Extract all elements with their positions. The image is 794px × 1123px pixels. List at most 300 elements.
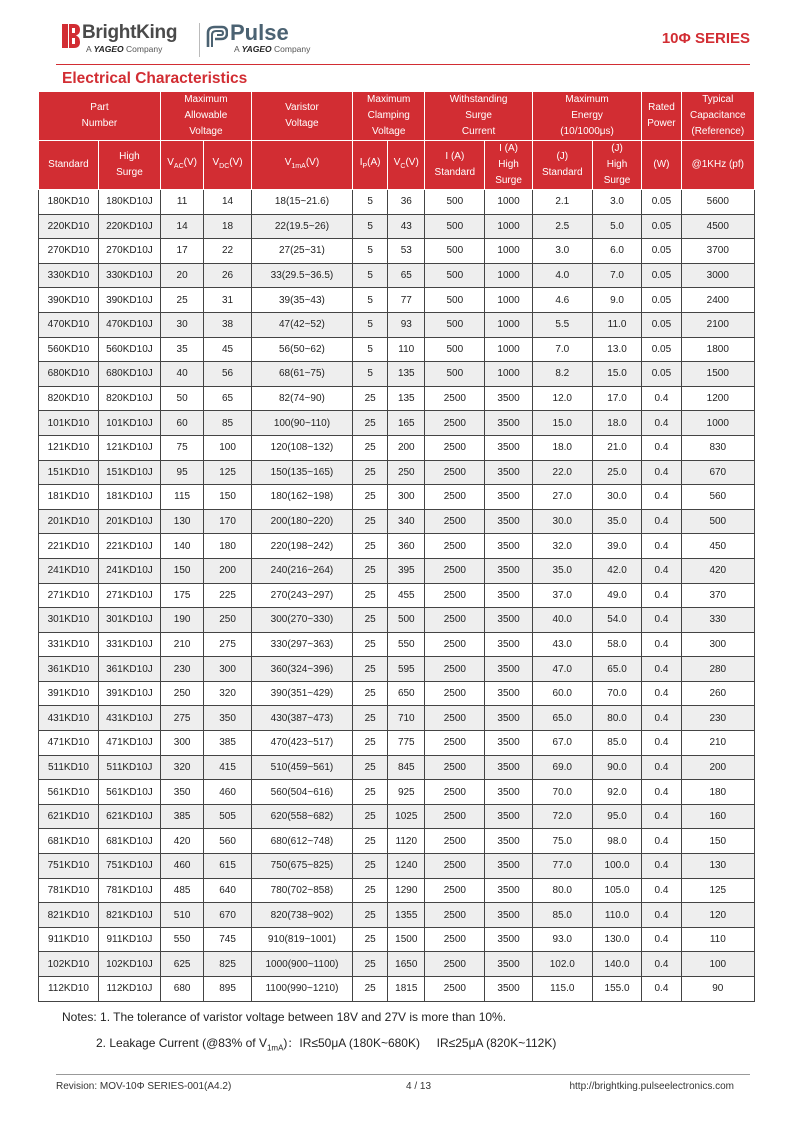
cell-vdc: 38 <box>204 312 252 337</box>
cell-current-standard: 2500 <box>425 977 485 1002</box>
cell-current-high-surge: 3500 <box>485 485 533 510</box>
cell-rated-power: 0.4 <box>642 952 681 977</box>
table-row <box>39 214 755 239</box>
cell-energy-standard: 75.0 <box>532 829 592 854</box>
cell-vac: 550 <box>160 927 203 952</box>
cell-ip: 25 <box>353 804 388 829</box>
cell-vac: 680 <box>160 977 203 1002</box>
cell-standard: 561KD10 <box>39 780 99 805</box>
table-row <box>39 534 755 559</box>
cell-energy-standard: 35.0 <box>532 558 592 583</box>
cell-energy-high-surge: 17.0 <box>592 386 642 411</box>
header-part-number: Part Number <box>39 92 161 141</box>
cell-current-standard: 2500 <box>425 780 485 805</box>
cell-energy-standard: 4.0 <box>532 263 592 288</box>
cell-vc: 165 <box>388 411 425 436</box>
cell-vc: 43 <box>388 214 425 239</box>
cell-current-standard: 2500 <box>425 952 485 977</box>
cell-energy-standard: 70.0 <box>532 780 592 805</box>
cell-current-standard: 2500 <box>425 485 485 510</box>
cell-current-standard: 2500 <box>425 534 485 559</box>
cell-vac: 250 <box>160 681 203 706</box>
cell-standard: 221KD10 <box>39 534 99 559</box>
cell-vc: 925 <box>388 780 425 805</box>
cell-energy-high-surge: 110.0 <box>592 903 642 928</box>
cell-v1ma: 780(702~858) <box>251 878 352 903</box>
cell-energy-standard: 27.0 <box>532 485 592 510</box>
cell-vac: 175 <box>160 583 203 608</box>
subheader-standard: Standard <box>39 141 99 190</box>
cell-energy-high-surge: 3.0 <box>592 190 642 215</box>
cell-rated-power: 0.4 <box>642 681 681 706</box>
cell-energy-high-surge: 92.0 <box>592 780 642 805</box>
cell-vdc: 505 <box>204 804 252 829</box>
cell-high-surge: 681KD10J <box>98 829 160 854</box>
cell-energy-high-surge: 98.0 <box>592 829 642 854</box>
cell-high-surge: 151KD10J <box>98 460 160 485</box>
cell-energy-high-surge: 80.0 <box>592 706 642 731</box>
cell-ip: 5 <box>353 239 388 264</box>
table-row <box>39 583 755 608</box>
cell-high-surge: 751KD10J <box>98 854 160 879</box>
table-row <box>39 312 755 337</box>
cell-v1ma: 820(738~902) <box>251 903 352 928</box>
cell-energy-standard: 30.0 <box>532 509 592 534</box>
cell-vac: 485 <box>160 878 203 903</box>
cell-current-high-surge: 1000 <box>485 190 533 215</box>
cell-energy-standard: 67.0 <box>532 731 592 756</box>
cell-rated-power: 0.4 <box>642 731 681 756</box>
cell-vdc: 65 <box>204 386 252 411</box>
cell-current-high-surge: 3500 <box>485 681 533 706</box>
cell-vdc: 56 <box>204 362 252 387</box>
subheader-energy-high-surge: (J) High Surge <box>592 141 642 190</box>
cell-current-standard: 2500 <box>425 755 485 780</box>
cell-current-high-surge: 3500 <box>485 386 533 411</box>
cell-vdc: 385 <box>204 731 252 756</box>
header-max-energy: Maximum Energy (10/1000μs) <box>532 92 642 141</box>
cell-vac: 385 <box>160 804 203 829</box>
cell-capacitance: 110 <box>681 927 754 952</box>
brightking-logo <box>62 22 192 58</box>
cell-energy-high-surge: 95.0 <box>592 804 642 829</box>
cell-high-surge: 680KD10J <box>98 362 160 387</box>
cell-energy-standard: 37.0 <box>532 583 592 608</box>
cell-ip: 25 <box>353 755 388 780</box>
cell-v1ma: 620(558~682) <box>251 804 352 829</box>
subheader-high-surge: High Surge <box>98 141 160 190</box>
cell-capacitance: 200 <box>681 755 754 780</box>
cell-energy-high-surge: 70.0 <box>592 681 642 706</box>
cell-energy-high-surge: 5.0 <box>592 214 642 239</box>
cell-vc: 1290 <box>388 878 425 903</box>
cell-capacitance: 3000 <box>681 263 754 288</box>
table-row <box>39 337 755 362</box>
cell-vdc: 560 <box>204 829 252 854</box>
cell-current-high-surge: 3500 <box>485 558 533 583</box>
cell-high-surge: 781KD10J <box>98 878 160 903</box>
cell-standard: 511KD10 <box>39 755 99 780</box>
table-row <box>39 460 755 485</box>
table-row <box>39 239 755 264</box>
cell-energy-high-surge: 58.0 <box>592 632 642 657</box>
cell-energy-standard: 65.0 <box>532 706 592 731</box>
cell-vac: 14 <box>160 214 203 239</box>
cell-capacitance: 2400 <box>681 288 754 313</box>
cell-energy-high-surge: 105.0 <box>592 878 642 903</box>
cell-vc: 650 <box>388 681 425 706</box>
cell-capacitance: 125 <box>681 878 754 903</box>
cell-ip: 25 <box>353 386 388 411</box>
cell-current-high-surge: 3500 <box>485 903 533 928</box>
cell-standard: 681KD10 <box>39 829 99 854</box>
cell-current-high-surge: 3500 <box>485 460 533 485</box>
cell-current-standard: 2500 <box>425 681 485 706</box>
cell-current-high-surge: 1000 <box>485 337 533 362</box>
cell-vac: 190 <box>160 608 203 633</box>
cell-standard: 180KD10 <box>39 190 99 215</box>
table-row <box>39 829 755 854</box>
cell-rated-power: 0.05 <box>642 239 681 264</box>
table-row <box>39 435 755 460</box>
cell-energy-high-surge: 42.0 <box>592 558 642 583</box>
table-row <box>39 485 755 510</box>
cell-current-standard: 2500 <box>425 460 485 485</box>
cell-high-surge: 271KD10J <box>98 583 160 608</box>
cell-vc: 77 <box>388 288 425 313</box>
cell-standard: 331KD10 <box>39 632 99 657</box>
cell-energy-standard: 18.0 <box>532 435 592 460</box>
cell-energy-standard: 77.0 <box>532 854 592 879</box>
header-withstanding-surge-current: Withstanding Surge Current <box>425 92 532 141</box>
cell-standard: 751KD10 <box>39 854 99 879</box>
cell-vac: 350 <box>160 780 203 805</box>
table-row <box>39 755 755 780</box>
cell-current-standard: 2500 <box>425 435 485 460</box>
cell-standard: 781KD10 <box>39 878 99 903</box>
cell-rated-power: 0.4 <box>642 657 681 682</box>
cell-vdc: 615 <box>204 854 252 879</box>
cell-energy-high-surge: 15.0 <box>592 362 642 387</box>
cell-high-surge: 180KD10J <box>98 190 160 215</box>
cell-vc: 135 <box>388 386 425 411</box>
cell-vc: 775 <box>388 731 425 756</box>
cell-energy-standard: 3.0 <box>532 239 592 264</box>
cell-high-surge: 102KD10J <box>98 952 160 977</box>
cell-ip: 25 <box>353 411 388 436</box>
cell-ip: 5 <box>353 337 388 362</box>
cell-energy-high-surge: 6.0 <box>592 239 642 264</box>
subheader-vc: $V_C(V)$ <box>388 141 425 190</box>
cell-current-standard: 2500 <box>425 731 485 756</box>
cell-capacitance: 1800 <box>681 337 754 362</box>
table-row <box>39 952 755 977</box>
cell-standard: 102KD10 <box>39 952 99 977</box>
cell-vdc: 100 <box>204 435 252 460</box>
brightking-wordmark: BrightKing <box>82 22 178 43</box>
cell-v1ma: 510(459~561) <box>251 755 352 780</box>
cell-capacitance: 280 <box>681 657 754 682</box>
cell-v1ma: 240(216~264) <box>251 558 352 583</box>
cell-energy-high-surge: 85.0 <box>592 731 642 756</box>
footer-url: http://brightking.pulseelectronics.com <box>569 1081 734 1092</box>
brightking-mark-icon <box>62 24 80 48</box>
cell-ip: 25 <box>353 952 388 977</box>
cell-current-high-surge: 1000 <box>485 362 533 387</box>
cell-rated-power: 0.05 <box>642 362 681 387</box>
cell-current-standard: 500 <box>425 337 485 362</box>
cell-high-surge: 470KD10J <box>98 312 160 337</box>
subheader-power-unit: (W) <box>642 141 681 190</box>
cell-energy-standard: 15.0 <box>532 411 592 436</box>
cell-rated-power: 0.4 <box>642 509 681 534</box>
cell-current-high-surge: 3500 <box>485 829 533 854</box>
cell-v1ma: 18(15~21.6) <box>251 190 352 215</box>
cell-high-surge: 821KD10J <box>98 903 160 928</box>
cell-capacitance: 210 <box>681 731 754 756</box>
cell-standard: 220KD10 <box>39 214 99 239</box>
cell-energy-standard: 2.5 <box>532 214 592 239</box>
cell-high-surge: 101KD10J <box>98 411 160 436</box>
cell-vac: 17 <box>160 239 203 264</box>
cell-vdc: 14 <box>204 190 252 215</box>
table-row <box>39 263 755 288</box>
cell-capacitance: 100 <box>681 952 754 977</box>
cell-vdc: 415 <box>204 755 252 780</box>
cell-v1ma: 330(297~363) <box>251 632 352 657</box>
cell-current-standard: 2500 <box>425 411 485 436</box>
cell-standard: 621KD10 <box>39 804 99 829</box>
cell-ip: 5 <box>353 362 388 387</box>
cell-standard: 121KD10 <box>39 435 99 460</box>
cell-vac: 20 <box>160 263 203 288</box>
cell-energy-high-surge: 13.0 <box>592 337 642 362</box>
cell-ip: 25 <box>353 780 388 805</box>
cell-energy-standard: 47.0 <box>532 657 592 682</box>
cell-current-high-surge: 3500 <box>485 854 533 879</box>
cell-high-surge: 561KD10J <box>98 780 160 805</box>
cell-rated-power: 0.4 <box>642 485 681 510</box>
cell-v1ma: 100(90~110) <box>251 411 352 436</box>
cell-capacitance: 300 <box>681 632 754 657</box>
cell-current-standard: 500 <box>425 214 485 239</box>
cell-high-surge: 820KD10J <box>98 386 160 411</box>
cell-vc: 340 <box>388 509 425 534</box>
cell-rated-power: 0.4 <box>642 780 681 805</box>
table-row <box>39 681 755 706</box>
cell-ip: 25 <box>353 977 388 1002</box>
cell-current-high-surge: 3500 <box>485 952 533 977</box>
cell-high-surge: 181KD10J <box>98 485 160 510</box>
cell-rated-power: 0.4 <box>642 903 681 928</box>
cell-v1ma: 430(387~473) <box>251 706 352 731</box>
cell-rated-power: 0.05 <box>642 337 681 362</box>
cell-capacitance: 2100 <box>681 312 754 337</box>
cell-current-high-surge: 3500 <box>485 608 533 633</box>
cell-vdc: 18 <box>204 214 252 239</box>
cell-standard: 821KD10 <box>39 903 99 928</box>
cell-rated-power: 0.4 <box>642 878 681 903</box>
cell-standard: 390KD10 <box>39 288 99 313</box>
header-max-clamping-voltage: Maximum Clamping Voltage <box>353 92 425 141</box>
cell-current-standard: 500 <box>425 263 485 288</box>
cell-vc: 395 <box>388 558 425 583</box>
cell-high-surge: 121KD10J <box>98 435 160 460</box>
cell-vdc: 85 <box>204 411 252 436</box>
cell-standard: 470KD10 <box>39 312 99 337</box>
cell-rated-power: 0.05 <box>642 190 681 215</box>
cell-vc: 135 <box>388 362 425 387</box>
cell-vdc: 670 <box>204 903 252 928</box>
cell-energy-high-surge: 7.0 <box>592 263 642 288</box>
cell-energy-high-surge: 21.0 <box>592 435 642 460</box>
cell-energy-standard: 2.1 <box>532 190 592 215</box>
cell-vac: 11 <box>160 190 203 215</box>
cell-vc: 360 <box>388 534 425 559</box>
cell-rated-power: 0.05 <box>642 312 681 337</box>
cell-ip: 25 <box>353 731 388 756</box>
electrical-characteristics-table <box>38 91 755 1002</box>
cell-high-surge: 112KD10J <box>98 977 160 1002</box>
table-row <box>39 386 755 411</box>
cell-vc: 1240 <box>388 854 425 879</box>
cell-ip: 25 <box>353 534 388 559</box>
cell-rated-power: 0.4 <box>642 804 681 829</box>
cell-rated-power: 0.4 <box>642 608 681 633</box>
header-varistor-voltage: Varistor Voltage <box>251 92 352 141</box>
cell-vc: 1120 <box>388 829 425 854</box>
cell-standard: 241KD10 <box>39 558 99 583</box>
cell-high-surge: 241KD10J <box>98 558 160 583</box>
page-number: 4 / 13 <box>406 1081 432 1092</box>
section-title: Electrical Characteristics <box>62 70 248 87</box>
header-max-allowable-voltage: Maximum Allowable Voltage <box>160 92 251 141</box>
cell-vac: 420 <box>160 829 203 854</box>
cell-rated-power: 0.4 <box>642 755 681 780</box>
cell-vdc: 300 <box>204 657 252 682</box>
cell-energy-high-surge: 35.0 <box>592 509 642 534</box>
cell-current-high-surge: 3500 <box>485 509 533 534</box>
cell-energy-high-surge: 54.0 <box>592 608 642 633</box>
cell-current-standard: 2500 <box>425 657 485 682</box>
cell-capacitance: 670 <box>681 460 754 485</box>
cell-energy-high-surge: 25.0 <box>592 460 642 485</box>
brightking-tagline: A YAGEO Company <box>86 44 163 54</box>
table-row <box>39 977 755 1002</box>
cell-current-standard: 2500 <box>425 804 485 829</box>
cell-v1ma: 360(324~396) <box>251 657 352 682</box>
cell-v1ma: 470(423~517) <box>251 731 352 756</box>
cell-high-surge: 270KD10J <box>98 239 160 264</box>
cell-v1ma: 22(19.5~26) <box>251 214 352 239</box>
table-row <box>39 731 755 756</box>
cell-standard: 911KD10 <box>39 927 99 952</box>
footer-divider <box>56 1074 750 1075</box>
cell-vac: 510 <box>160 903 203 928</box>
cell-energy-high-surge: 49.0 <box>592 583 642 608</box>
cell-energy-high-surge: 18.0 <box>592 411 642 436</box>
cell-vc: 250 <box>388 460 425 485</box>
cell-capacitance: 1200 <box>681 386 754 411</box>
cell-current-high-surge: 3500 <box>485 927 533 952</box>
pulse-tagline: A YAGEO Company <box>234 44 311 54</box>
cell-high-surge: 621KD10J <box>98 804 160 829</box>
cell-vc: 110 <box>388 337 425 362</box>
cell-capacitance: 3700 <box>681 239 754 264</box>
cell-energy-standard: 32.0 <box>532 534 592 559</box>
cell-capacitance: 370 <box>681 583 754 608</box>
cell-v1ma: 220(198~242) <box>251 534 352 559</box>
cell-v1ma: 750(675~825) <box>251 854 352 879</box>
cell-standard: 112KD10 <box>39 977 99 1002</box>
table-row <box>39 903 755 928</box>
cell-high-surge: 511KD10J <box>98 755 160 780</box>
cell-standard: 391KD10 <box>39 681 99 706</box>
cell-current-high-surge: 1000 <box>485 214 533 239</box>
cell-capacitance: 4500 <box>681 214 754 239</box>
cell-vac: 25 <box>160 288 203 313</box>
cell-rated-power: 0.4 <box>642 632 681 657</box>
cell-standard: 560KD10 <box>39 337 99 362</box>
subheader-current-standard: I (A) Standard <box>425 141 485 190</box>
table-row <box>39 558 755 583</box>
cell-current-high-surge: 3500 <box>485 632 533 657</box>
cell-vc: 300 <box>388 485 425 510</box>
cell-ip: 25 <box>353 460 388 485</box>
cell-energy-high-surge: 65.0 <box>592 657 642 682</box>
cell-v1ma: 1100(990~1210) <box>251 977 352 1002</box>
table-row <box>39 927 755 952</box>
cell-capacitance: 130 <box>681 854 754 879</box>
cell-vdc: 150 <box>204 485 252 510</box>
cell-vc: 455 <box>388 583 425 608</box>
table-row <box>39 854 755 879</box>
cell-ip: 25 <box>353 927 388 952</box>
cell-vdc: 320 <box>204 681 252 706</box>
cell-ip: 25 <box>353 681 388 706</box>
subheader-capacitance-unit: @1KHz (pf) <box>681 141 754 190</box>
table-row <box>39 190 755 215</box>
cell-v1ma: 27(25~31) <box>251 239 352 264</box>
cell-energy-standard: 5.5 <box>532 312 592 337</box>
cell-energy-standard: 43.0 <box>532 632 592 657</box>
cell-standard: 820KD10 <box>39 386 99 411</box>
table-row <box>39 288 755 313</box>
cell-rated-power: 0.05 <box>642 263 681 288</box>
cell-capacitance: 420 <box>681 558 754 583</box>
cell-energy-high-surge: 100.0 <box>592 854 642 879</box>
subheader-current-high-surge: I (A) High Surge <box>485 141 533 190</box>
cell-standard: 301KD10 <box>39 608 99 633</box>
cell-current-standard: 2500 <box>425 903 485 928</box>
cell-energy-standard: 80.0 <box>532 878 592 903</box>
cell-rated-power: 0.4 <box>642 706 681 731</box>
cell-current-high-surge: 1000 <box>485 288 533 313</box>
subheader-vac: $V_{AC}(V)$ <box>160 141 203 190</box>
cell-current-high-surge: 1000 <box>485 263 533 288</box>
cell-ip: 5 <box>353 190 388 215</box>
cell-standard: 330KD10 <box>39 263 99 288</box>
cell-vdc: 460 <box>204 780 252 805</box>
cell-v1ma: 56(50~62) <box>251 337 352 362</box>
cell-energy-standard: 60.0 <box>532 681 592 706</box>
cell-ip: 25 <box>353 632 388 657</box>
cell-energy-high-surge: 39.0 <box>592 534 642 559</box>
cell-energy-high-surge: 11.0 <box>592 312 642 337</box>
cell-vac: 30 <box>160 312 203 337</box>
cell-energy-standard: 93.0 <box>532 927 592 952</box>
cell-current-standard: 2500 <box>425 608 485 633</box>
